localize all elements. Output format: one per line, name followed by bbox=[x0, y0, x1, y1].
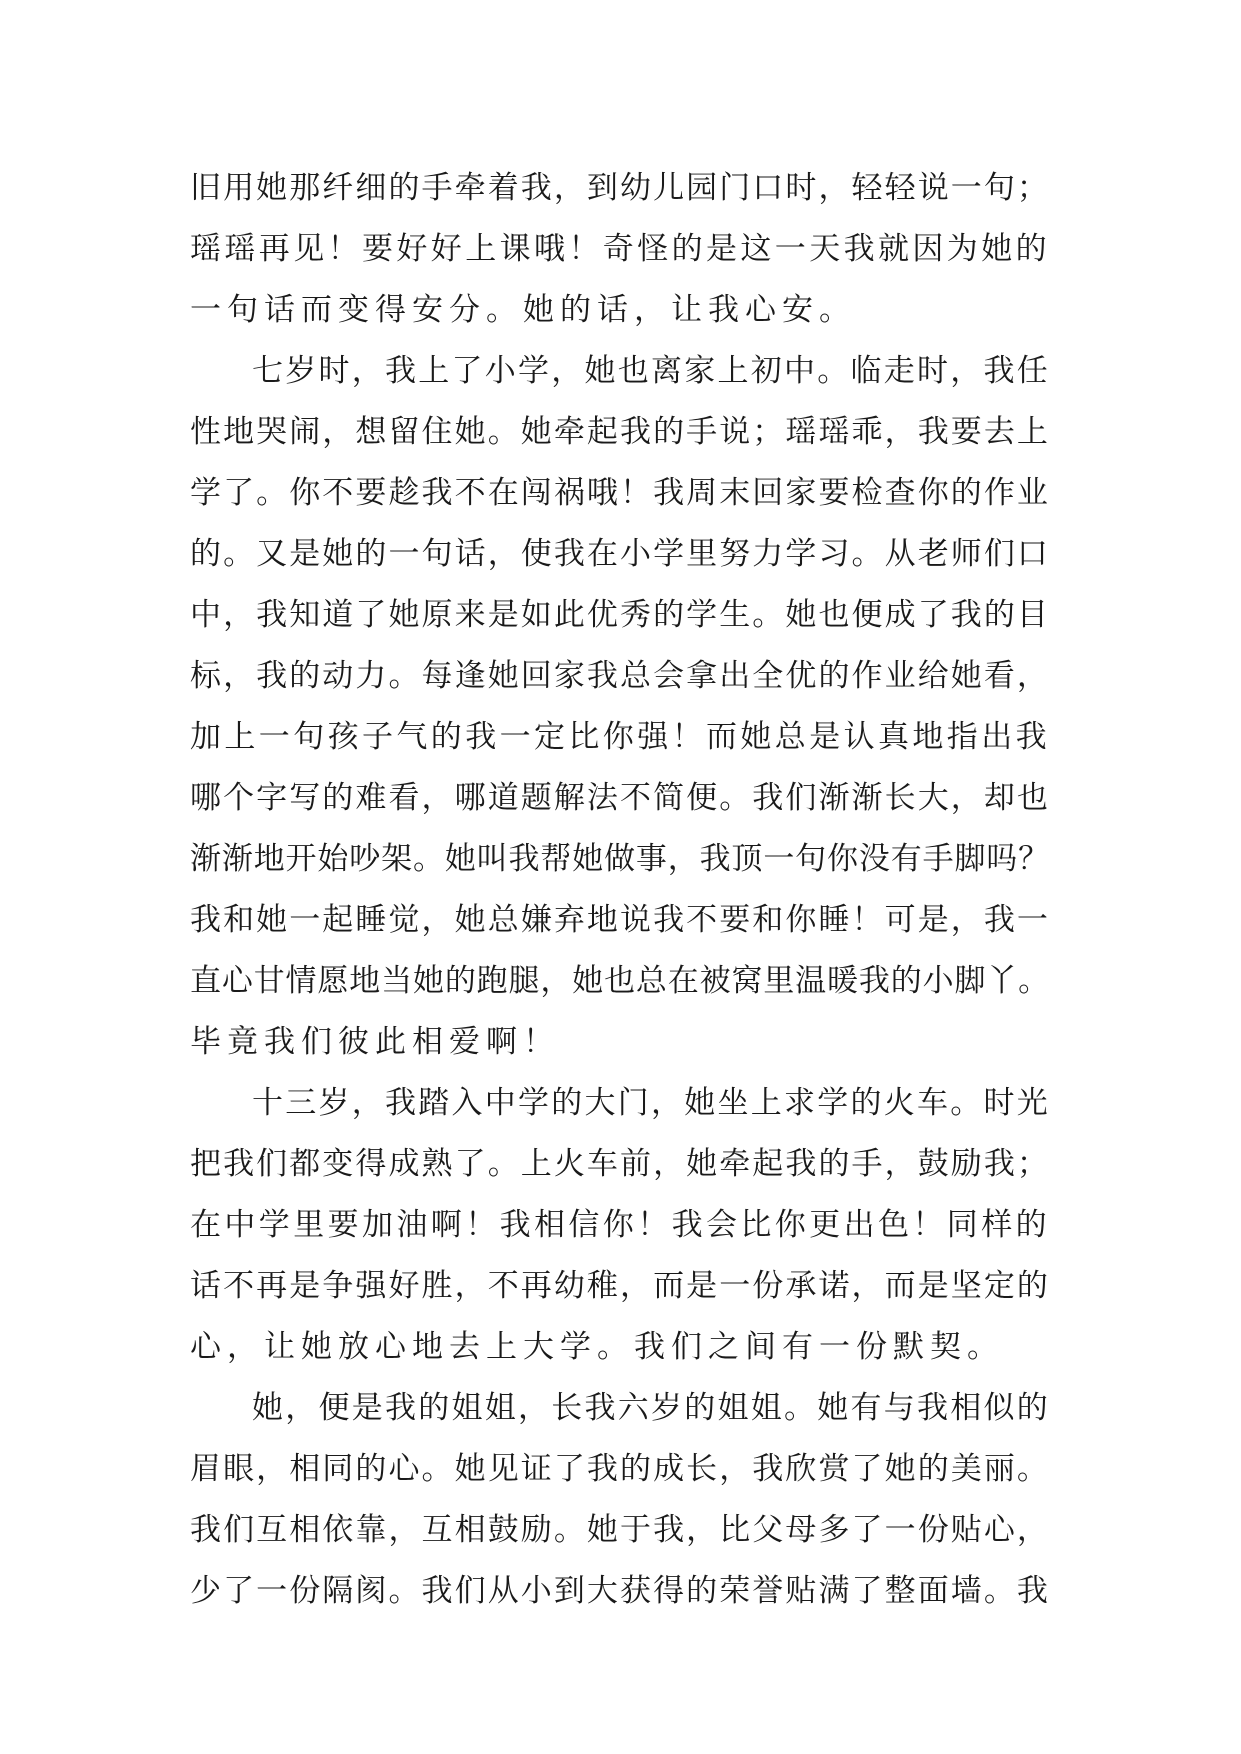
text-line: 毕竟我们彼此相爱啊！ bbox=[190, 1024, 560, 1060]
text-line: 哪个字写的难看，哪道题解法不简便。我们渐渐长大，却也 bbox=[190, 780, 1050, 816]
text-line: 加上一句孩子气的我一定比你强！而她总是认真地指出我 bbox=[190, 719, 1050, 755]
text-line: 渐渐地开始吵架。她叫我帮她做事，我顶一句你没有手脚吗？ bbox=[190, 841, 1050, 877]
text-line: 心，让她放心地去上大学。我们之间有一份默契。 bbox=[190, 1329, 1004, 1365]
text-line: 瑶瑶再见！要好好上课哦！奇怪的是这一天我就因为她的 bbox=[190, 231, 1050, 267]
text-line: 中，我知道了她原来是如此优秀的学生。她也便成了我的目 bbox=[190, 597, 1050, 633]
text-line: 学了。你不要趁我不在闯祸哦！我周末回家要检查你的作业 bbox=[190, 475, 1050, 511]
text-line: 在中学里要加油啊！我相信你！我会比你更出色！同样的 bbox=[190, 1207, 1050, 1243]
text-line: 把我们都变得成熟了。上火车前，她牵起我的手，鼓励我； bbox=[190, 1146, 1050, 1182]
text-line: 她，便是我的姐姐，长我六岁的姐姐。她有与我相似的 bbox=[252, 1390, 1050, 1426]
text-line: 标，我的动力。每逢她回家我总会拿出全优的作业给她看， bbox=[190, 658, 1050, 694]
body-text bbox=[190, 158, 1050, 1622]
text-line: 少了一份隔阂。我们从小到大获得的荣誉贴满了整面墙。我 bbox=[190, 1573, 1050, 1609]
text-line: 旧用她那纤细的手牵着我，到幼儿园门口时，轻轻说一句； bbox=[190, 170, 1050, 206]
text-line: 七岁时，我上了小学，她也离家上初中。临走时，我任 bbox=[252, 353, 1050, 389]
text-line: 我和她一起睡觉，她总嫌弃地说我不要和你睡！可是，我一 bbox=[190, 902, 1050, 938]
text-line: 一句话而变得安分。她的话，让我心安。 bbox=[190, 292, 856, 328]
text-line: 直心甘情愿地当她的跑腿，她也总在被窝里温暖我的小脚丫。 bbox=[190, 963, 1050, 999]
text-line: 眉眼，相同的心。她见证了我的成长，我欣赏了她的美丽。 bbox=[190, 1451, 1050, 1487]
text-line: 性地哭闹，想留住她。她牵起我的手说；瑶瑶乖，我要去上 bbox=[190, 414, 1050, 450]
text-line: 话不再是争强好胜，不再幼稚，而是一份承诺，而是坚定的 bbox=[190, 1268, 1050, 1304]
text-line: 十三岁，我踏入中学的大门，她坐上求学的火车。时光 bbox=[252, 1085, 1050, 1121]
text-line: 的。又是她的一句话，使我在小学里努力学习。从老师们口 bbox=[190, 536, 1050, 572]
text-line: 我们互相依靠，互相鼓励。她于我，比父母多了一份贴心， bbox=[190, 1512, 1050, 1548]
